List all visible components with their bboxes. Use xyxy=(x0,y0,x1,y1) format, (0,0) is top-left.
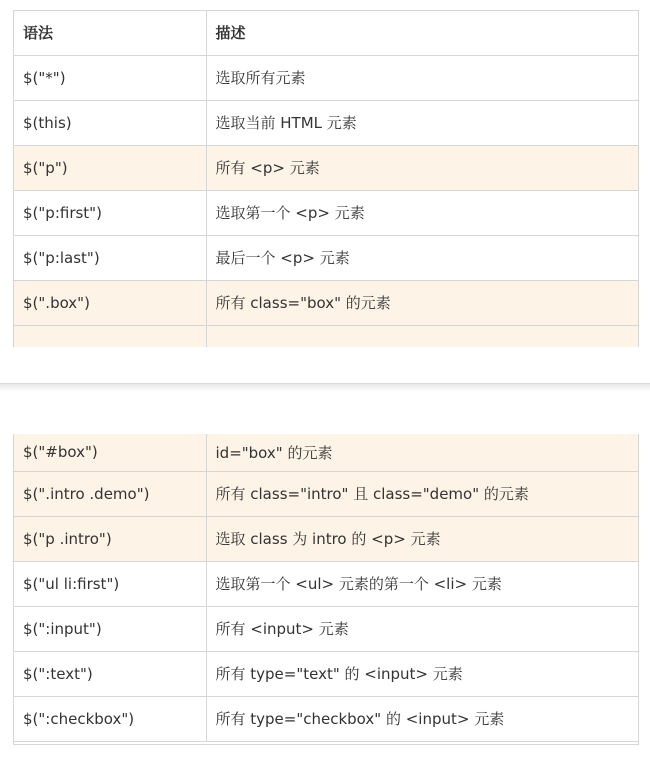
table-row xyxy=(14,190,638,235)
table-row xyxy=(14,434,638,471)
description-cell: 选取所有元素 xyxy=(206,55,638,100)
description-cell: 所有 type="checkbox" 的 <input> 元素 xyxy=(206,696,638,741)
description-cell: 所有 type="text" 的 <input> 元素 xyxy=(206,651,638,696)
description-cell: 选取第一个 <p> 元素 xyxy=(206,190,638,235)
description-cell: 选取 class 为 intro 的 <p> 元素 xyxy=(206,516,638,561)
table-row xyxy=(14,100,638,145)
syntax-cell: $("p") xyxy=(14,145,206,190)
syntax-cell: $("#box") xyxy=(14,434,206,471)
description-cell: id="box" 的元素 xyxy=(206,434,638,471)
description-cell: 所有 <input> 元素 xyxy=(206,606,638,651)
table-header-row xyxy=(14,11,638,55)
table-row xyxy=(14,145,638,190)
table-row xyxy=(14,651,638,696)
syntax-cell: $(":checkbox") xyxy=(14,696,206,741)
header-description: 描述 xyxy=(206,11,638,55)
description-cell xyxy=(206,325,638,347)
header-syntax: 语法 xyxy=(14,11,206,55)
description-cell: 选取第一个 <ul> 元素的第一个 <li> 元素 xyxy=(206,561,638,606)
table-row xyxy=(14,606,638,651)
table-row xyxy=(14,280,638,325)
table-row xyxy=(14,561,638,606)
syntax-cell: $(this) xyxy=(14,100,206,145)
syntax-cell: $("*") xyxy=(14,55,206,100)
selector-table-continued xyxy=(14,434,638,742)
description-cell: 最后一个 <p> 元素 xyxy=(206,235,638,280)
syntax-cell: $("p .intro") xyxy=(14,516,206,561)
syntax-cell: $("ul li:first") xyxy=(14,561,206,606)
syntax-cell: $(":text") xyxy=(14,651,206,696)
selector-table xyxy=(14,11,638,347)
description-cell: 所有 class="intro" 且 class="demo" 的元素 xyxy=(206,471,638,516)
syntax-cell: $(".intro .demo") xyxy=(14,471,206,516)
section-divider xyxy=(0,383,650,392)
section-divider-line xyxy=(0,383,650,384)
syntax-cell: $("p:last") xyxy=(14,235,206,280)
description-cell: 所有 <p> 元素 xyxy=(206,145,638,190)
syntax-cell: $("p:first") xyxy=(14,190,206,235)
syntax-cell: $(":input") xyxy=(14,606,206,651)
table-row xyxy=(14,471,638,516)
table-row xyxy=(14,235,638,280)
selector-table-top xyxy=(13,10,639,347)
syntax-cell xyxy=(14,325,206,347)
table-row xyxy=(14,55,638,100)
description-cell: 选取当前 HTML 元素 xyxy=(206,100,638,145)
table-row-partial xyxy=(14,325,638,347)
table-row xyxy=(14,516,638,561)
selector-table-bottom xyxy=(13,434,639,745)
table-row xyxy=(14,696,638,741)
description-cell: 所有 class="box" 的元素 xyxy=(206,280,638,325)
syntax-cell: $(".box") xyxy=(14,280,206,325)
